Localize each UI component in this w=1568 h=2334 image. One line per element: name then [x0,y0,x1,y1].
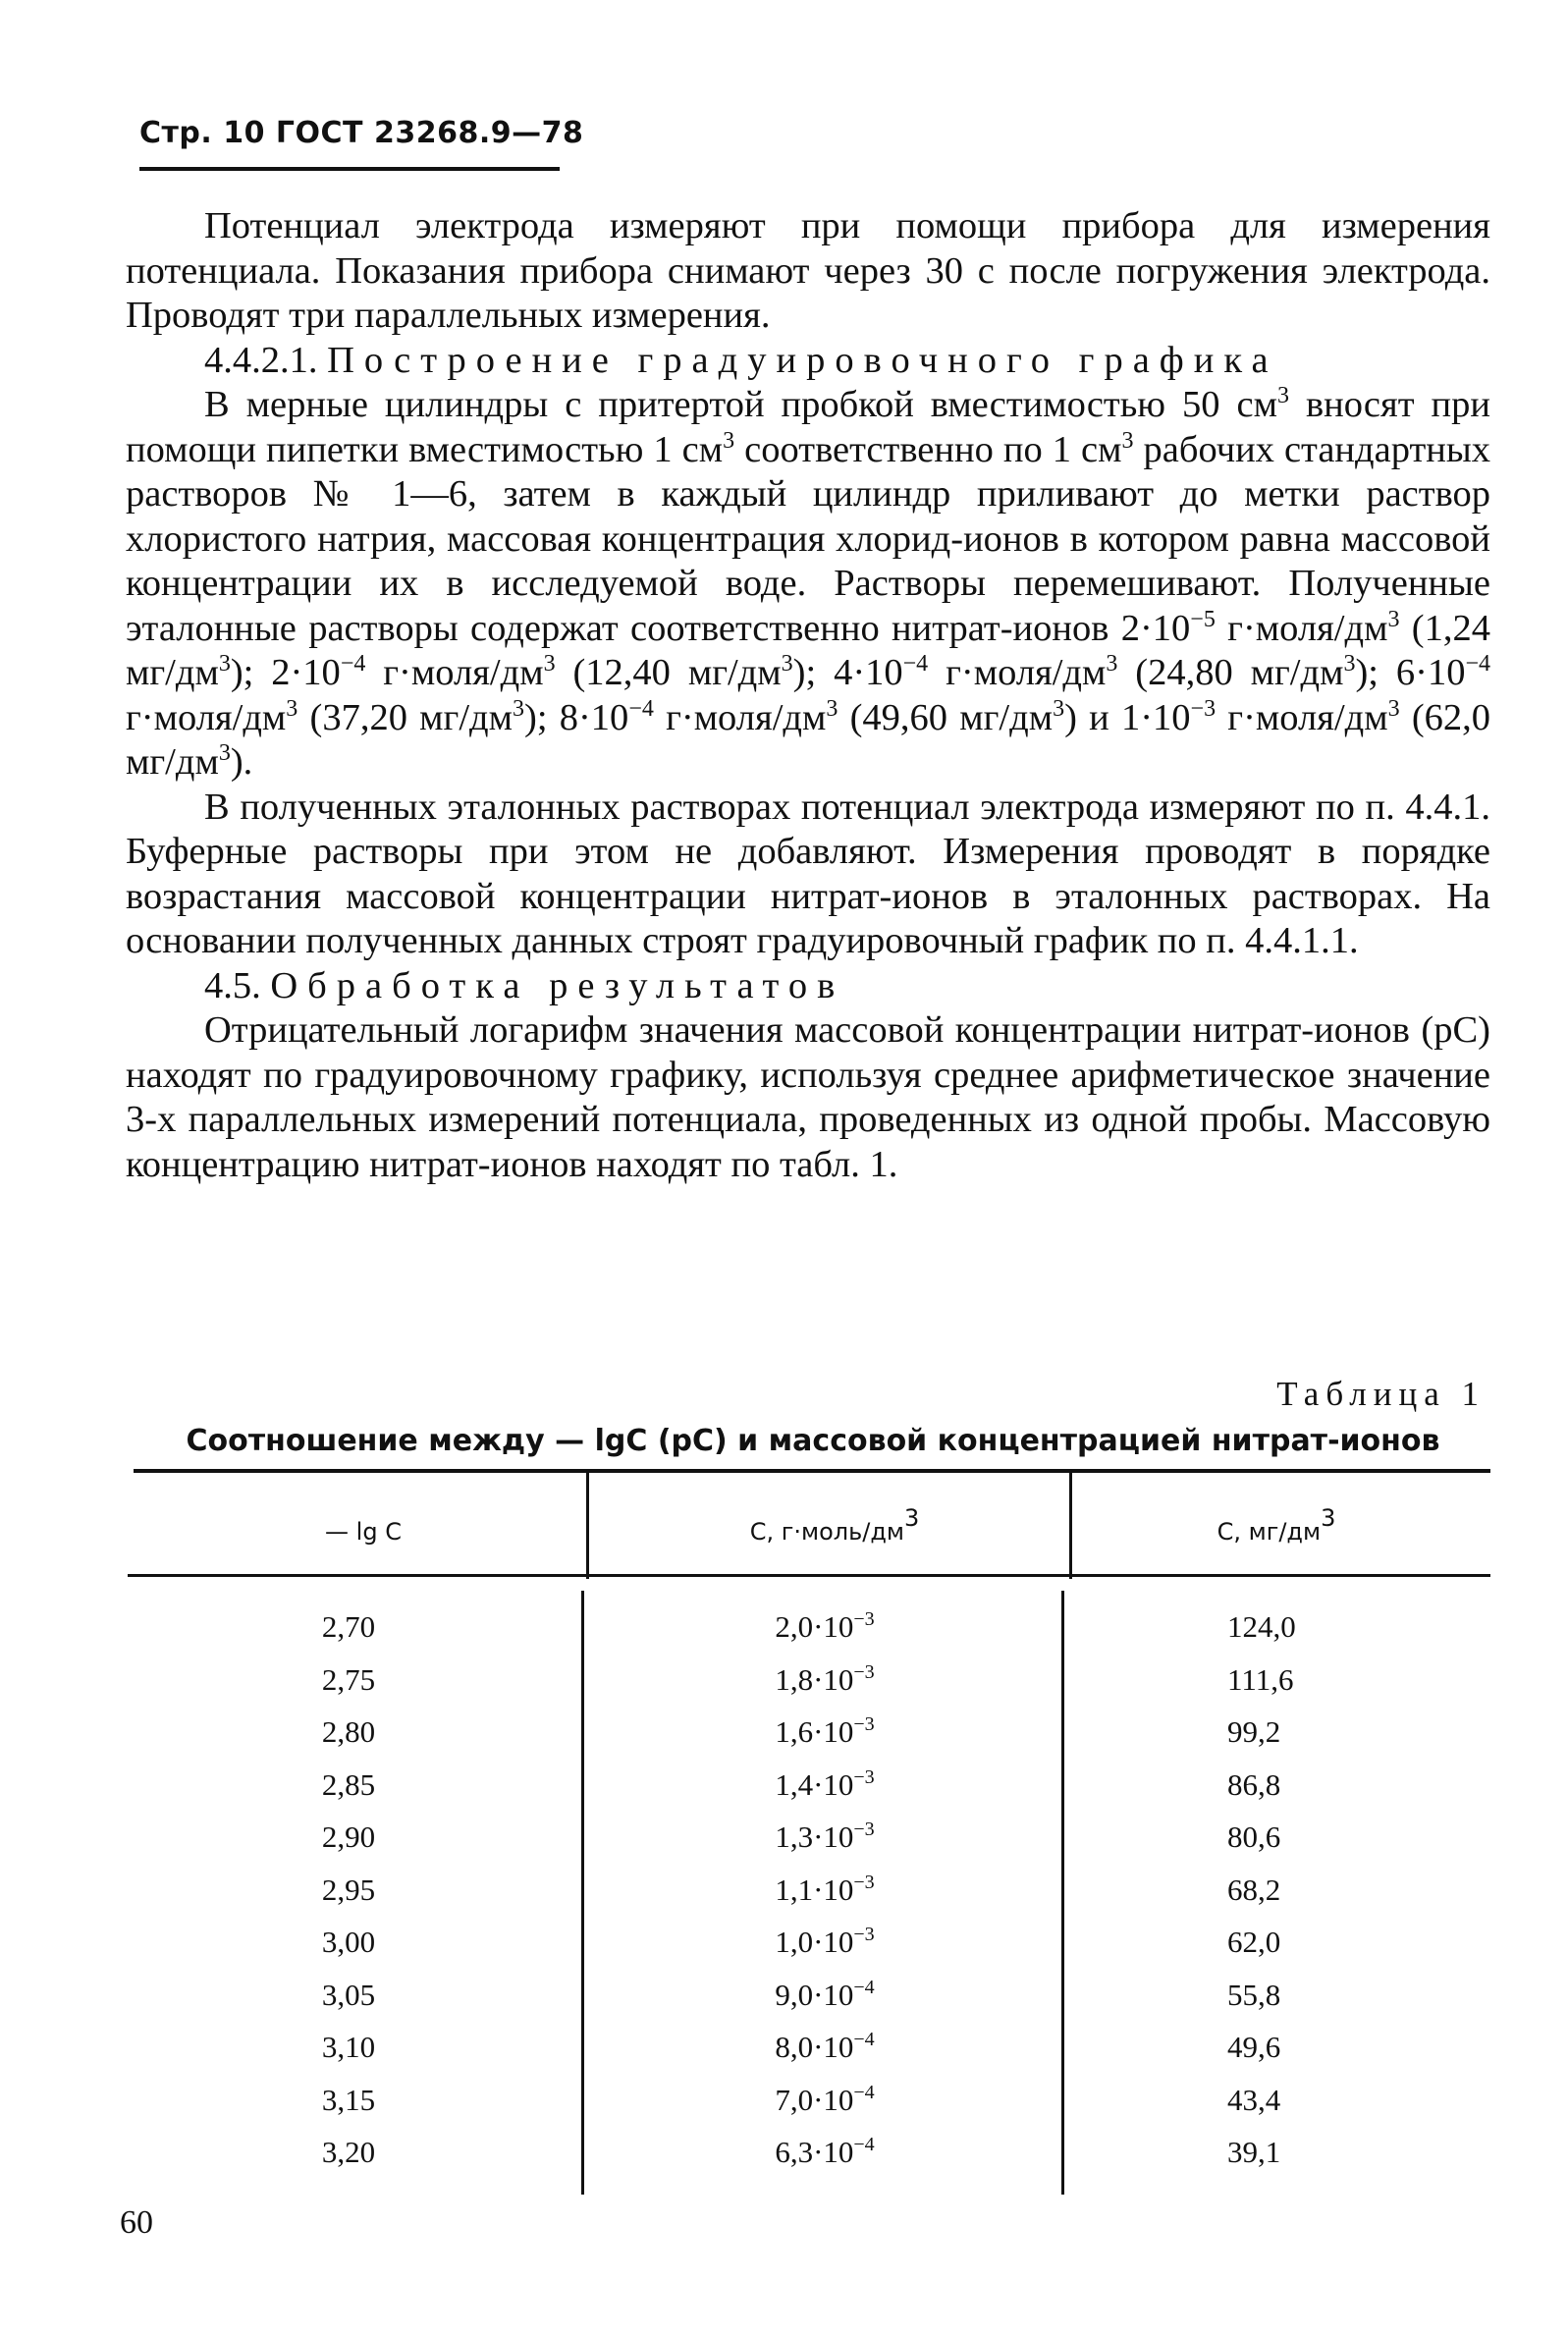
cell-mol [628,2074,1021,2126]
cell-mol [628,2126,1021,2178]
cell-lgc: 2,80 [321,1714,376,1749]
table-header-rule [128,1574,1490,1577]
cell-mol-exponent: −3 [853,1713,875,1735]
text-run: г·моля/дм [365,652,544,693]
cell-lgc: 3,15 [321,2082,376,2117]
superscript: 3 [904,1504,920,1532]
text-run: соответственно по 1 см [734,428,1122,470]
cell-mg: 62,0 [1227,1925,1281,1959]
cell-mol [628,2021,1021,2073]
cell-mol [628,1654,1021,1706]
text-run: (1,24 мг/дм [126,607,1490,693]
column-header-mol [628,1502,1041,1561]
text-run: ); 8·10 [524,696,629,738]
cell-mg: 43,4 [1227,2082,1281,2117]
page-number: 60 [120,2204,153,2241]
column-header-mg [1109,1502,1443,1561]
cell-mg: 39,1 [1227,2135,1281,2169]
section-title: Построение градуировочного графика [327,339,1278,381]
text-run: ); 6·10 [1355,652,1466,693]
text-run: ). [230,741,253,783]
superscript: 3 [1387,695,1400,722]
section-heading-calibration [126,339,1490,384]
table-top-rule [134,1469,1490,1473]
superscript: 3 [218,740,231,766]
cell-mg: 99,2 [1227,1714,1281,1749]
column-divider [586,1471,589,1579]
superscript: 3 [1276,383,1289,408]
superscript: 3 [1343,651,1356,677]
header-text: C, мг/дм [1217,1518,1322,1546]
cell-mol-base: 1,6·10 [775,1714,854,1749]
cell-mol-base: 7,0·10 [775,2082,854,2117]
text-run: ) и 1·10 [1064,696,1191,738]
superscript: −3 [1190,695,1217,722]
paragraph-standard-solutions: В полученных эталонных растворах потенциал электрода измеряют по п. 4.4.1. Буферные растворы при этом не добавляют. Измерения проводят в порядке возрастания массовой концентрации нитрат-ионов в эталонных растворах. На основании полученных данных строят градуировочный график по п. 4.4.1.1. [126,786,1490,961]
cell-mol-exponent: −3 [853,1871,875,1893]
cell-mol-base: 1,1·10 [775,1872,854,1907]
text-run: (62,0 мг/дм [126,696,1491,783]
cell-mol-base: 1,8·10 [775,1661,854,1697]
cell-mol-base: 2,0·10 [775,1609,854,1644]
table-title: Соотношение между — lgC (pC) и массовой концентрацией нитрат-ионов [186,1424,1440,1458]
cell-mol [628,1811,1021,1863]
cell-mol-exponent: −4 [853,2134,875,2155]
cell-mol-exponent: −4 [853,2081,875,2103]
cell-mg: 111,6 [1227,1661,1294,1697]
header-text: C, г·моль/дм [749,1518,905,1546]
superscript: 3 [543,651,556,677]
superscript: 3 [286,695,298,722]
text-run: г·моля/дм [1216,696,1388,738]
text-run: ); 2·10 [230,652,341,693]
cell-mol [628,1601,1021,1653]
text-run: (24,80 мг/дм [1117,652,1344,693]
cell-mol-exponent: −3 [853,1818,875,1840]
table-caption: Таблица 1 [1276,1375,1486,1413]
column-divider [581,1591,584,2195]
superscript: 3 [826,695,838,722]
cell-lgc: 2,70 [321,1609,376,1644]
text-run: (49,60 мг/дм [838,696,1054,738]
column-header-lgc: — lg C [325,1518,402,1546]
text-run: г·моля/дм [928,652,1107,693]
superscript: 3 [1106,651,1118,677]
cell-lgc: 3,05 [321,1977,376,2012]
cell-mg: 55,8 [1227,1977,1281,2012]
cell-mol-exponent: −3 [853,1765,875,1788]
cell-mg: 80,6 [1227,1819,1281,1854]
cell-lgc: 2,95 [321,1872,376,1907]
paragraph-potential-measurement: Потенциал электрода измеряют при помощи прибора для измерения потенциала. Показания прибора снимают через 30 с после погружения электрода. Проводят три параллельных измерения. [126,205,1490,336]
cell-mol-exponent: −3 [853,1660,875,1683]
running-header: Стр. 10 ГОСТ 23268.9—78 [139,116,584,150]
cell-mol-exponent: −3 [853,1608,875,1630]
cell-lgc: 3,20 [321,2135,376,2169]
section-title: Обработка результатов [270,964,845,1006]
superscript: 3 [218,651,231,677]
superscript: 3 [1121,427,1134,454]
cell-lgc: 2,75 [321,1661,376,1697]
section-number: 4.5. [204,964,261,1006]
cell-mol-exponent: −3 [853,1924,875,1945]
superscript: 3 [513,695,524,722]
column-divider [1061,1591,1064,2195]
cell-mol [628,1759,1021,1811]
cell-mol-exponent: −4 [853,1976,875,1998]
paragraph-results: Отрицательный логарифм значения массовой концентрации нитрат-ионов (pC) находят по градуировочному графику, используя среднее арифметическое значение 3-х параллельных измерений потенциала, проведенных из одной пробы. Массовую концентрацию нитрат-ионов находят по табл. 1. [126,1009,1490,1185]
column-divider [1069,1471,1072,1579]
cell-mol-base: 9,0·10 [775,1977,854,2012]
section-number: 4.4.2.1. [204,339,318,381]
superscript: −4 [340,651,366,677]
section-heading-processing [126,964,1490,1009]
cell-lgc: 2,85 [321,1766,376,1802]
cell-mol-exponent: −4 [853,2029,875,2050]
superscript: −5 [1190,606,1216,632]
cell-mol-base: 1,3·10 [775,1819,854,1854]
text-run: г·моля/дм [1215,607,1388,649]
cell-mg: 68,2 [1227,1872,1281,1907]
cell-lgc: 3,00 [321,1925,376,1959]
cell-mol [628,1864,1021,1916]
cell-mg: 49,6 [1227,2030,1281,2064]
superscript: −4 [628,695,654,722]
cell-lgc: 2,90 [321,1819,376,1854]
cell-mol-base: 1,4·10 [775,1766,854,1802]
cell-mol [628,1916,1021,1968]
text-run: вносят при помощи пипетки вместимостью 1 см [126,384,1490,470]
superscript: 3 [1387,606,1400,632]
text-run: (12,40 мг/дм [555,652,782,693]
text-run: г·моля/дм [653,696,827,738]
cell-lgc: 3,10 [321,2030,376,2064]
text-run: В мерные цилиндры с притертой пробкой вместимостью 50 см [204,384,1277,425]
cell-mol [628,1706,1021,1758]
paragraph-calibration-procedure [126,383,1490,786]
superscript: 3 [781,651,793,677]
cell-mol-base: 6,3·10 [775,2135,854,2169]
cell-mg: 86,8 [1227,1766,1281,1802]
superscript: 3 [1321,1504,1336,1532]
cell-mol-base: 1,0·10 [775,1925,854,1959]
text-run: г·моля/дм [126,696,287,738]
text-run: (37,20 мг/дм [297,696,513,738]
superscript: 3 [1053,695,1065,722]
text-run: рабочих стандартных растворов № 1—6, затем в каждый цилиндр приливают до метки раствор хлористого натрия, массовая концентрация хлорид-ионов в котором равна массовой концентрации их в исследуемой воде. Растворы перемешивают. Полученные эталонные растворы содержат соответственно нитрат-ионов 2·10 [126,428,1490,649]
superscript: −4 [902,651,929,677]
text-run: ); 4·10 [792,652,903,693]
body-text [126,204,1490,1187]
cell-mg: 124,0 [1227,1609,1296,1644]
cell-mol-base: 8,0·10 [775,2030,854,2064]
superscript: −4 [1465,651,1491,677]
header-rule [139,167,560,171]
superscript: 3 [723,427,735,454]
cell-mol [628,1969,1021,2021]
